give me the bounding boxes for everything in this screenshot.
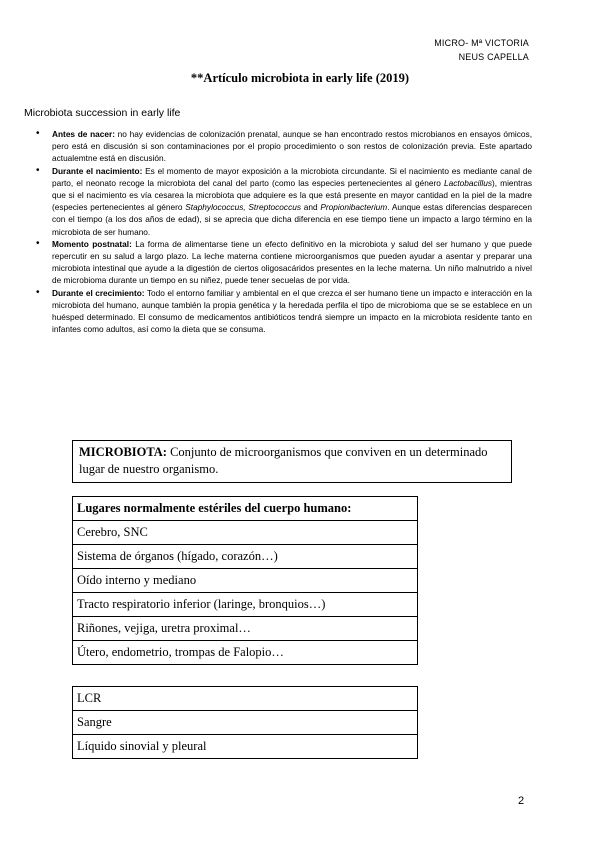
table-row (73, 687, 418, 711)
bullet-text: Todo el entorno familiar y ambiental en el que crezca el ser humano tiene un impacto e interacción en la microbiota del humano, aunque también la propia genética y la heredada perfila el tipo de microbioma que se se establece en un huésped determinado. El consumo de medicamentos antibióticos tendrá siempre un impacto en la microbiota residente tanto en infantes como adultos, así como la dieta que se consuma. (52, 287, 533, 335)
table-cell: Oído interno y mediano (73, 569, 418, 593)
table-cell: Útero, endometrio, trompas de Falopio… (73, 641, 418, 665)
bullet-text: no hay evidencias de colonización prenatal, aunque se han encontrado restos microbianos en ensayos ómicos, pero está en discusión si son contaminaciones por el propio procedimiento o son restos de colonización previa. Este apartado actualemtne está en discusión. (52, 129, 532, 164)
definition-text: Conjunto de microorganismos que conviven en un determinado lugar de nuestro organismo. (79, 445, 488, 476)
table-cell: Riñones, vejiga, uretra proximal… (73, 617, 418, 641)
bullet-text: and (300, 202, 321, 213)
list-item (52, 287, 532, 336)
table-row (73, 735, 418, 759)
list-item (52, 128, 532, 165)
table-cell: Sangre (73, 711, 418, 735)
table-header-row (73, 497, 418, 521)
table-cell: Líquido sinovial y pleural (73, 735, 418, 759)
succession-list (52, 128, 532, 335)
genus-name: Staphylococcus, Streptococcus (185, 202, 301, 213)
definition-term: MICROBIOTA: (79, 445, 167, 459)
bullet-text: Es el momento de mayor exposición a la microbiota circundante. Si el nacimiento es mediante canal de parto, el neonato recoge la microbiota del canal del parto (como las especies pertenecientes al género (52, 165, 532, 188)
table-cell: Cerebro, SNC (73, 521, 418, 545)
table-row (73, 711, 418, 735)
section-subtitle: Microbiota succession in early life (24, 107, 181, 119)
genus-name: Lactobacillus (444, 177, 492, 188)
list-item (52, 165, 532, 238)
table-header: Lugares normalmente estériles del cuerpo humano: (73, 497, 418, 521)
article-title: **Artículo microbiota in early life (2019) (190, 71, 410, 85)
table-cell: LCR (73, 687, 418, 711)
bullet-text: ), mientras que si el nacimiento es vía cesarea la microbiota que adquiere es la que está presente en mayor cantidad en la piel de la madre (especies pertenecientes al género (52, 177, 532, 213)
bullet-label: Durante el nacimiento: (52, 165, 143, 176)
bullet-text: . Aunque estas diferencias desparecen con el tiempo (a los dos años de edad), si se aprecia que dicha diferencia en ese tiempo tiene un impacto a largo término en la microbiota de ser humano. (52, 202, 532, 237)
list-item (52, 238, 532, 287)
page-number: 2 (518, 795, 525, 807)
table-row (73, 569, 418, 593)
page-header (434, 36, 529, 64)
header-line-2: NEUS CAPELLA (458, 52, 529, 62)
bullet-label: Momento postnatal: (52, 238, 132, 249)
bullet-text: La forma de alimentarse tiene un efecto definitivo en la microbiota y salud del ser humano y que puede repercutir en su salud a largo plazo. La leche materna contiene microorganismos que pueden ayudar a asentar y preparar una microbiota intestinal que ayude a la digestión de ciertos oligosacáridos presentes en la leche materna. Un niño malnutrido a nivel de microbioma durante un tiempo en su niñez, puede tener secuelas de por vida. (52, 238, 532, 286)
table-row (73, 593, 418, 617)
table-row (73, 545, 418, 569)
table-cell: Tracto respiratorio inferior (laringe, bronquios…) (73, 593, 418, 617)
sterile-sites-table (72, 496, 418, 665)
table-cell: Sistema de órganos (hígado, corazón…) (73, 545, 418, 569)
table-row (73, 641, 418, 665)
table-row (73, 617, 418, 641)
bullet-label: Durante el crecimiento: (52, 287, 145, 298)
header-line-1: MICRO- Mª VICTORIA (434, 38, 529, 48)
table-row (73, 521, 418, 545)
genus-name: Propionibacterium (320, 202, 388, 213)
sterile-fluids-table (72, 686, 418, 759)
bullet-label: Antes de nacer: (52, 129, 115, 139)
definition-box (72, 440, 512, 483)
